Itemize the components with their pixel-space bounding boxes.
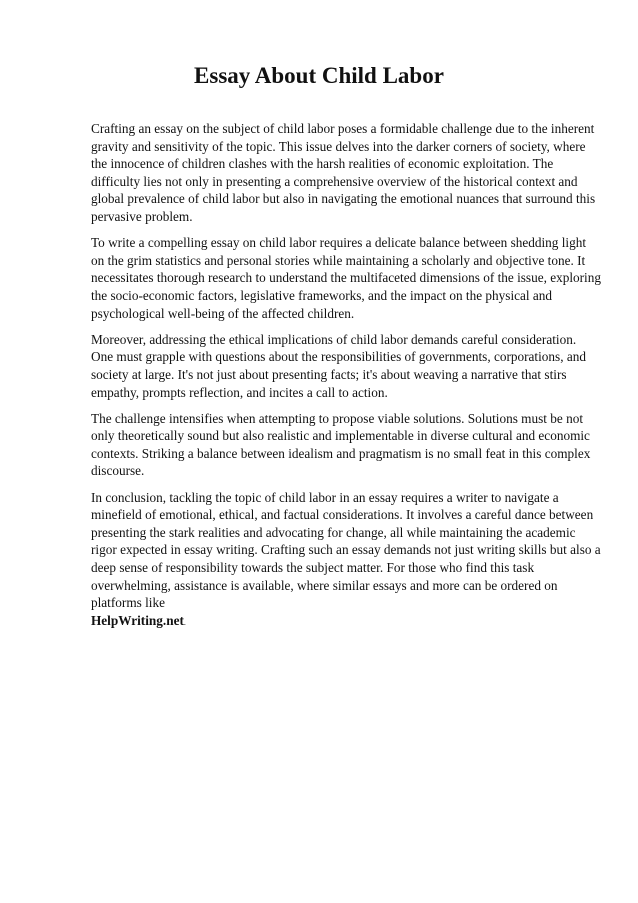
document-title: Essay About Child Labor bbox=[194, 63, 444, 88]
document-body bbox=[91, 120, 601, 640]
paragraph-5-container bbox=[91, 489, 601, 632]
paragraph-5: In conclusion, tackling the topic of child labor in an essay requires a writer to navigate a minefield of emotional, ethical, and factual considerations. It involves a careful dance between presenting the stark realities and advocating for change, all while maintaining the academic rigor expected in essay writing. Crafting such an essay demands not just writing skills but also a deep sense of responsibility towards the subject matter. For those who find this task overwhelming, assistance is available, where similar essays and more can be ordered on platforms like bbox=[91, 489, 601, 611]
helpwriting-link[interactable]: HelpWriting.net bbox=[91, 612, 184, 628]
paragraph-2: To write a compelling essay on child labor requires a delicate balance between shedding light on the grim statistics and personal stories while maintaining a scholarly and objective tone. It necessitates thorough research to understand the multifaceted dimensions of the issue, exploring the socio-economic factors, legislative frameworks, and the impact on the physical and psychological well-being of the affected children. bbox=[91, 235, 601, 321]
paragraph-1: Crafting an essay on the subject of child labor poses a formidable challenge due to the inherent gravity and sensitivity of the topic. This issue delves into the darker corners of society, where the innocence of children clashes with the harsh realities of economic exploitation. The difficulty lies not only in presenting a comprehensive overview of the historical context and global prevalence of child labor but also in navigating the emotional nuances that surround this pervasive problem. bbox=[91, 121, 596, 224]
link-period: . bbox=[183, 617, 186, 627]
paragraph-3: Moreover, addressing the ethical implications of child labor demands careful consideration. One must grapple with questions about the responsibilities of governments, corporations, and society at large. It's not just about presenting facts; it's about weaving a narrative that stirs empathy, prompts reflection, and incites a call to action. bbox=[91, 331, 586, 400]
paragraph-4: The challenge intensifies when attempting to propose viable solutions. Solutions must be not only theoretically sound but also realistic and implementable in diverse cultural and economic contexts. Striking a balance between idealism and pragmatism is no small feat in this complex discourse. bbox=[91, 410, 591, 479]
